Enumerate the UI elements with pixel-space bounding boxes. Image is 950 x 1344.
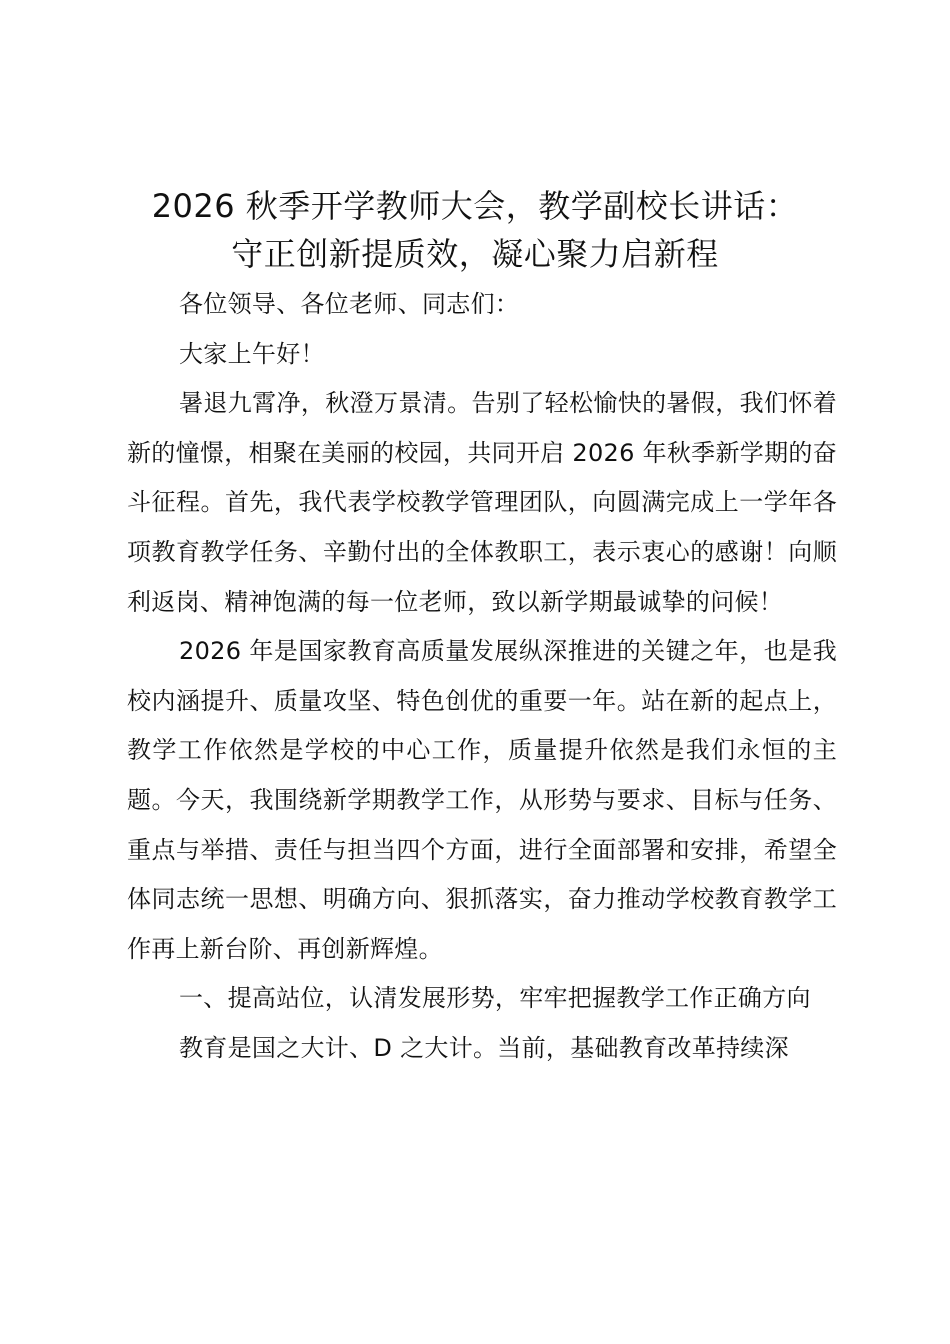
paragraph-context: 2026 年是国家教育高质量发展纵深推进的关键之年，也是我校内涵提升、质量攻坚、特色创优的重要一年。站在新的起点上，教学工作依然是学校的中心工作，质量提升依然是我们永恒的主题。今天，我围绕新学期教学工作，从形势与要求、目标与任务、重点与举措、责任与担当四个方面，进行全面部署和安排，希望全体同志统一思想、明确方向、狠抓落实，奋力推动学校教育教学工作再上新台阶、再创新辉煌。 [127, 637, 837, 963]
salutation: 各位领导、各位老师、同志们： [179, 290, 520, 318]
paragraph-opening: 暑退九霄净，秋澄万景清。告别了轻松愉快的暑假，我们怀着新的憧憬，相聚在美丽的校园，共同开启 2026 年秋季新学期的奋斗征程。首先，我代表学校教学管理团队，向圆满完成上一学年各项教育教学任务、辛勤付出的全体教职工，表示衷心的感谢！向顺利返岗、精神饱满的每一位老师，致以新学期最诚挚的问候！ [127, 389, 837, 616]
document-title-line-2: 守正创新提质效，凝心聚力启新程 [231, 235, 719, 273]
document-title-line-1: 2026 秋季开学教师大会，教学副校长讲话： [151, 187, 799, 225]
paragraph-section-1: 教育是国之大计、D 之大计。当前，基础教育改革持续深 [179, 1033, 789, 1062]
section-heading-1: 一、提高站位，认清发展形势，牢牢把握教学工作正确方向 [179, 984, 811, 1013]
document-body [127, 280, 837, 1074]
greeting: 大家上午好！ [179, 339, 325, 368]
